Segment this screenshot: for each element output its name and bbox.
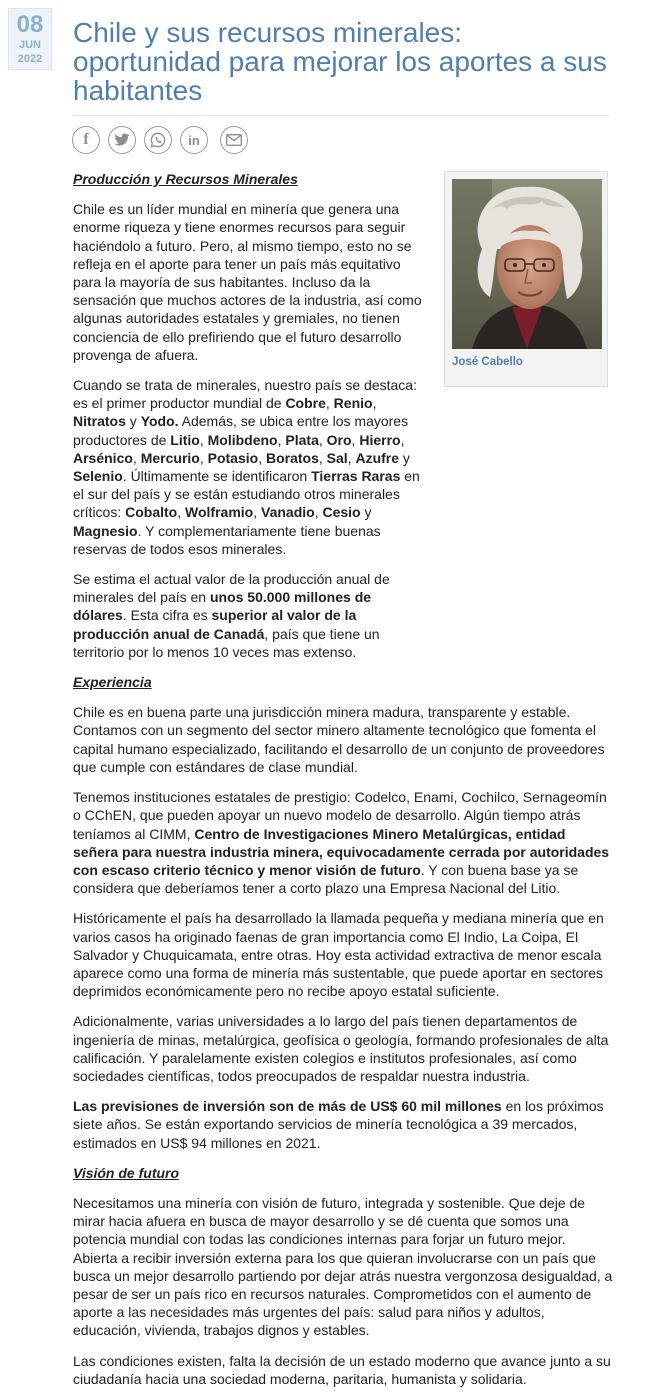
emphasis: Selenio [73,468,123,485]
emphasis: Tierras Raras [311,468,401,485]
share-email-button[interactable] [220,126,248,154]
paragraph: Adicionalmente, varias universidades a lo largo del país tienen departamentos de ingeniería de minas, metalúrgica, geofísica o geología, formando profesionales de alta calificación. Y paralelamente existen colegios e institutos profesionales, así como sociedades científicas, todos preocupados de respaldar nuestra industria. [73,1013,609,1084]
emphasis: Litio [170,431,200,448]
emphasis: Nitratos [73,413,126,430]
paragraph: Las condiciones existen, falta la decisión de un estado moderno que avance junto a su ciudadanía hacia una sociedad moderna, paritaria, humanista y solidaria. [73,1352,611,1387]
emphasis: Renio [333,395,373,412]
emphasis: unos 50.000 millones de dólares [73,589,372,624]
article-body [73,170,613,1400]
emphasis: Yodo. [140,413,179,430]
emphasis: Sal [326,449,348,466]
article-title: Chile y sus recursos minerales: oportunidad para mejorar los aportes a sus habitantes [73,17,607,106]
emphasis: Wolframio [185,504,254,521]
share-twitter-button[interactable] [108,126,136,154]
emphasis: Vanadio [261,504,315,521]
twitter-icon [114,133,130,147]
share-whatsapp-button[interactable] [144,126,172,154]
emphasis: Molibdeno [207,431,278,448]
emphasis: Hierro [359,431,401,448]
emphasis: Boratos [265,449,319,466]
emphasis: Cobre [285,395,326,412]
section-heading-vision: Visión de futuro [73,1164,180,1181]
share-facebook-button[interactable] [72,126,100,154]
date-badge [8,8,52,70]
title-divider [73,115,609,116]
emphasis: Centro de Investigaciones Minero Metalúrgicas, entidad señera para nuestra industria minera, equivocadamente cerrada por autoridades con escaso criterio técnico y menor visión de futuro [73,825,610,878]
paragraph: Se estima el actual valor de la producción anual de minerales del país en unos 50.000 millones de dólares. Esta cifra es superior al valor de la producción anual de Canadá, país que tiene un territorio por lo menos 10 veces mas extenso. [73,571,390,660]
email-icon [226,134,242,146]
section-heading-experiencia: Experiencia [73,674,152,691]
date-day: 08 [16,11,44,38]
emphasis: Plata [285,431,319,448]
emphasis: Potasio [207,449,259,466]
date-month: JUN [18,39,41,51]
emphasis: Mercurio [140,449,200,466]
emphasis: Las previsiones de inversión son de más de US$ 60 mil millones [73,1098,502,1115]
emphasis: Cobalto [125,504,178,521]
emphasis: Oro [326,431,352,448]
author-name: José Cabello [452,356,523,368]
paragraph: Chile es un líder mundial en minería que genera una enorme riqueza y tiene enormes recursos para seguir haciéndolo a futuro. Pero, al mismo tiempo, esto no se refleja en el aporte para tener un país más equitativo para la mayoría de sus habitantes. Incluso da la sensación que muchos actores de la industria, así como algunas autoridades estatales y gremiales, no tienen conciencia de ello prefiriendo que el futuro desarrollo provenga de afuera. [73,201,422,363]
share-linkedin-button[interactable] [180,126,208,154]
paragraph: Tenemos instituciones estatales de prestigio: Codelco, Enami, Cochilco, Sernageomín o CChEN, que pueden apoyar un nuevo modelo de desarrollo. Algún tiempo atrás teníamos al CIMM, Centro de Investigaciones Minero Metalúrgicas, entidad señera para nuestra industria minera, equivocadamente cerrada por autoridades con escaso criterio técnico y menor visión de futuro. Y con buena base ya se considera que deberíamos tener a corto plazo una Empresa Nacional del Litio. [73,789,610,897]
section-heading-produccion: Producción y Recursos Minerales [73,171,298,187]
paragraph: Históricamente el país ha desarrollado la llamada pequeña y mediana minería que en varios casos ha originado faenas de gran importancia como El Indio, La Coipa, El Salvador y Chuquicamata, entre otras. Hoy esta actividad extractiva de menor escala aparece como una forma de minería más sustentable, que puede aportar en sectores deprimidos económicamente pero no recibe apoyo estatal suficiente. [73,910,604,1000]
emphasis: superior al valor de la producción anual de Canadá [73,607,357,642]
paragraph: Chile es en buena parte una jurisdicción minera madura, transparente y estable. Contamos con un segmento del sector minero altamente tecnológico que fomenta el capital humano especializado, facilitando el desarrollo de un conjunto de proveedores que cumple con estándares de clase mundial. [73,704,605,775]
paragraph: Las previsiones de inversión son de más de US$ 60 mil millones en los próximos siete años. Se están exportando servicios de minería tecnológica a 39 mercados, estimados en US$ 94 millones en 2021. [73,1098,604,1151]
emphasis: Cesio [322,504,361,521]
facebook-icon: f [83,131,89,148]
paragraph: Cuando se trata de minerales, nuestro país se destaca: es el primer productor mundial de Cobre, Renio, Nitratos y Yodo. Además, se ubica entre los mayores productores de Litio, Molibdeno, Plata, Oro, Hierro, Arsénico, Mercurio, Potasio, Boratos, Sal, Azufre y Selenio. Últimamente se identificaron Tierras Raras en el sur del país y se están estudiando otros minerales críticos: Cobalto, Wolframio, Vanadio, Cesio y Magnesio. Y complementariamente tiene buenas reservas de todos esos minerales. [73,377,420,557]
emphasis: Azufre [355,449,400,466]
whatsapp-icon [150,132,166,148]
emphasis: Arsénico [73,449,133,466]
paragraph: Necesitamos una minería con visión de futuro, integrada y sostenible. Que deje de mirar hacia afuera en busca de mayor desarrollo y se dé cuenta que somos una potencia mundial con todas las condiciones internas para forjar un futuro mejor. Abierta a recibir inversión externa para los que quieran involucrarse con un país que busca un mejor desarrollo partiendo por dejar atrás nuestra vergonzosa desigualdad, a pesar de ser un país rico en recursos naturales. Comprometidos con el aumento de aporte a las necesidades más urgentes del país: salud para niños y adultos, educación, vivienda, trabajos dignos y estables. [73,1194,613,1339]
emphasis: Magnesio [73,522,138,539]
linkedin-icon: in [188,132,200,148]
date-year: 2022 [17,53,43,65]
